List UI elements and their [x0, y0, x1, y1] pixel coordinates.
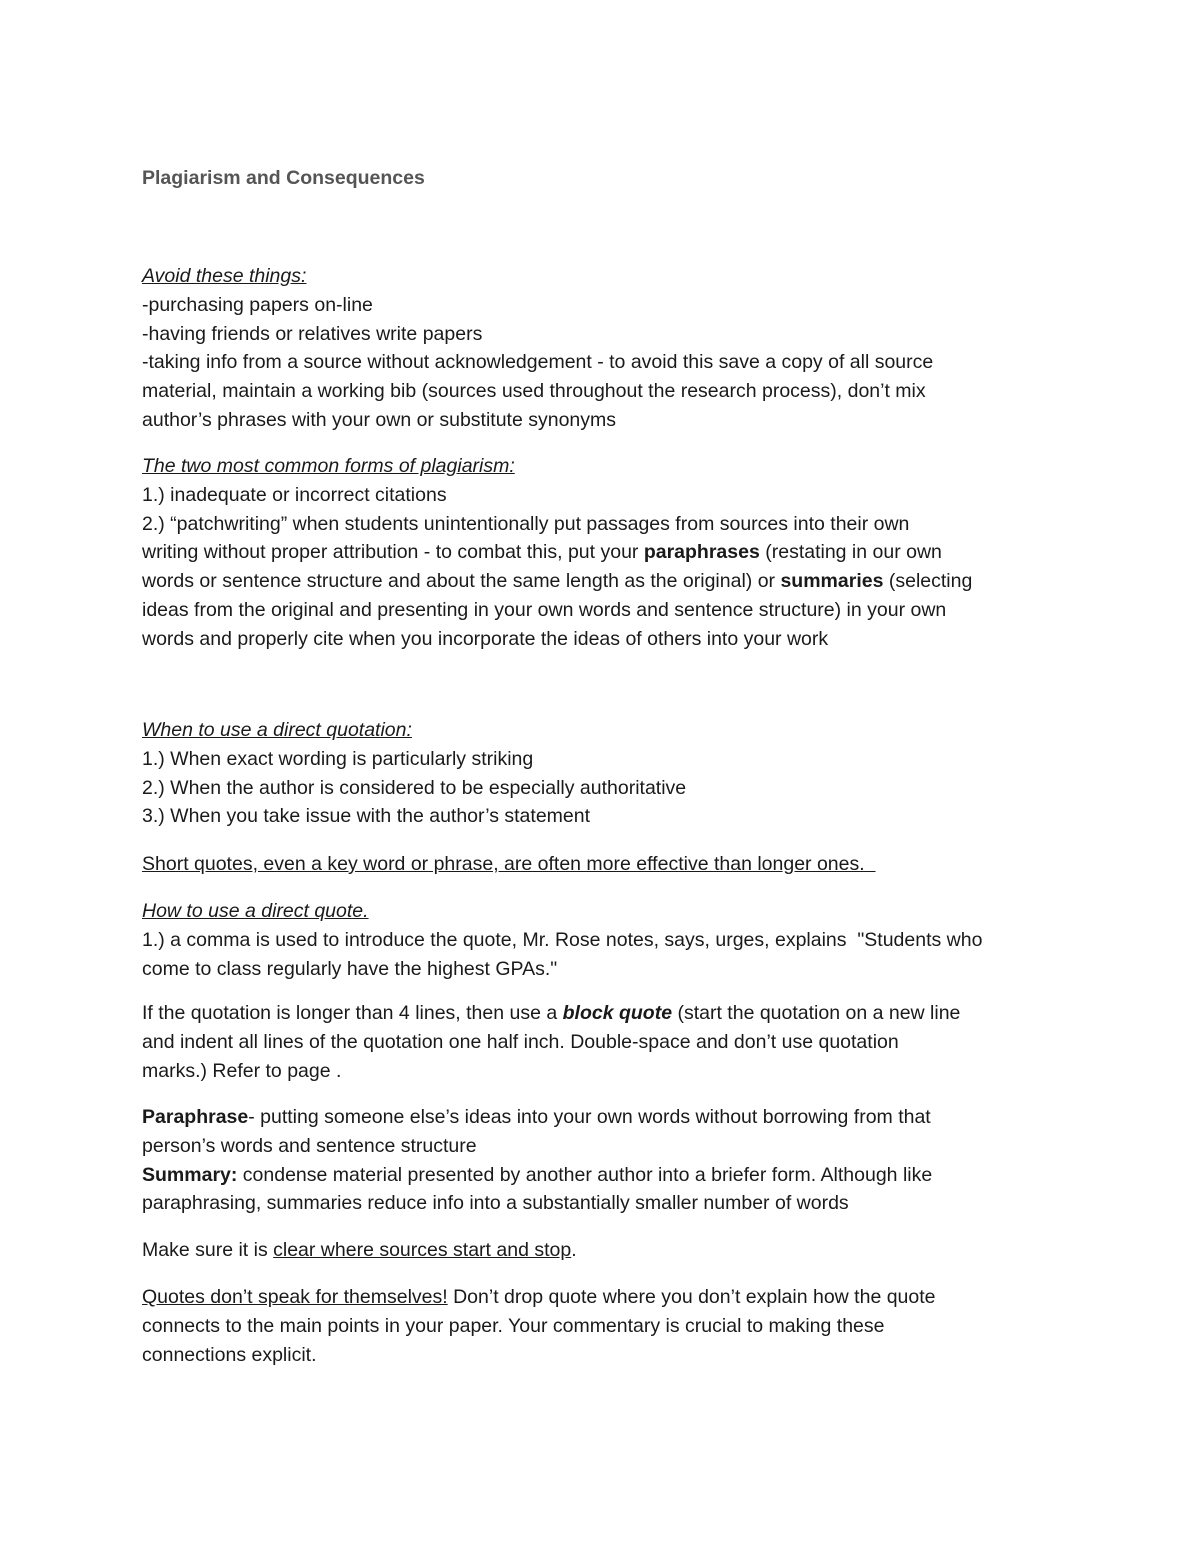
document-title: Plagiarism and Consequences	[142, 167, 425, 189]
block-quote-term: block quote	[562, 1002, 673, 1024]
definitions-section	[142, 1103, 1067, 1218]
how-section	[142, 897, 1067, 983]
forms-item-2-line-2	[142, 538, 1067, 567]
summary-definition-line-1	[142, 1161, 1067, 1190]
short-quotes-section	[142, 850, 1067, 879]
paraphrase-definition-line-2: person’s words and sentence structure	[142, 1134, 477, 1157]
when-heading: When to use a direct quotation:	[142, 719, 412, 741]
avoid-item-1: -purchasing papers on-line	[142, 293, 373, 316]
when-item-1: 1.) When exact wording is particularly striking	[142, 747, 534, 770]
block-quote-line-1	[142, 999, 1067, 1028]
quotes-line-3: connections explicit.	[142, 1343, 317, 1366]
avoid-item-3-line-1: -taking info from a source without acknowledgement - to avoid this save a copy of all source	[142, 351, 934, 374]
avoid-item-2: -having friends or relatives write papers	[142, 322, 483, 345]
how-heading: How to use a direct quote.	[142, 900, 369, 922]
block-quote-line-2: and indent all lines of the quotation one half inch. Double-space and don’t use quotation	[142, 1030, 899, 1053]
avoid-item-3-line-2: material, maintain a working bib (sources used throughout the research process), don’t mix	[142, 380, 926, 403]
avoid-section	[142, 262, 1067, 435]
block-quote-text: (start the quotation on a new line	[672, 1002, 961, 1024]
block-quote-text: If the quotation is longer than 4 lines, then use a	[142, 1002, 563, 1024]
short-quotes-note: Short quotes, even a key word or phrase, are often more effective than longer ones.	[142, 853, 876, 875]
make-sure-text: .	[571, 1239, 577, 1261]
quotes-section	[142, 1283, 1067, 1369]
how-line-2: come to class regularly have the highest GPAs."	[142, 957, 558, 980]
quotes-emphasis: Quotes don’t speak for themselves!	[142, 1286, 448, 1308]
forms-text: (restating in our own	[759, 541, 942, 564]
paraphrase-term: Paraphrase	[142, 1106, 249, 1128]
block-quote-section	[142, 999, 1067, 1085]
how-line-1: 1.) a comma is used to introduce the quote, Mr. Rose notes, says, urges, explains "Students who	[142, 928, 983, 951]
summary-text: condense material presented by another author into a briefer form. Although like	[237, 1163, 933, 1186]
paraphrase-text: - putting someone else’s ideas into your own words without borrowing from that	[248, 1106, 931, 1128]
summaries-term: summaries	[780, 570, 884, 593]
forms-heading: The two most common forms of plagiarism:	[142, 455, 515, 477]
block-quote-line-3: marks.) Refer to page .	[142, 1059, 342, 1082]
summary-term: Summary:	[142, 1163, 238, 1186]
forms-item-1: 1.) inadequate or incorrect citations	[142, 483, 447, 506]
summary-definition-line-2: paraphrasing, summaries reduce info into a substantially smaller number of words	[142, 1192, 849, 1215]
forms-text: words or sentence structure and about the same length as the original) or	[142, 570, 781, 593]
make-sure-text: Make sure it is	[142, 1239, 274, 1261]
quotes-line-1	[142, 1283, 1067, 1312]
forms-text: writing without proper attribution - to combat this, put your	[142, 541, 644, 564]
quotes-line-2: connects to the main points in your paper. Your commentary is crucial to making these	[142, 1314, 885, 1337]
when-item-2: 2.) When the author is considered to be especially authoritative	[142, 776, 687, 799]
avoid-item-3-line-3: author’s phrases with your own or substitute synonyms	[142, 408, 617, 431]
paraphrases-term: paraphrases	[643, 541, 760, 564]
forms-item-2-line-1: 2.) “patchwriting” when students unintentionally put passages from sources into their own	[142, 512, 910, 535]
when-item-3: 3.) When you take issue with the author’s statement	[142, 805, 591, 828]
forms-item-2-line-5: words and properly cite when you incorporate the ideas of others into your work	[142, 627, 829, 650]
forms-section	[142, 452, 1067, 654]
make-sure-emphasis: clear where sources start and stop	[273, 1239, 572, 1261]
avoid-heading: Avoid these things:	[142, 265, 307, 287]
make-sure-section	[142, 1236, 1067, 1265]
forms-item-2-line-4: ideas from the original and presenting in your own words and sentence structure) in your own	[142, 598, 947, 621]
make-sure-line	[142, 1236, 1067, 1265]
paraphrase-definition-line-1	[142, 1103, 1067, 1132]
forms-item-2-line-3	[142, 567, 1067, 596]
quotes-text: Don’t drop quote where you don’t explain how the quote	[447, 1286, 936, 1308]
when-section	[142, 716, 1067, 831]
forms-text: (selecting	[883, 570, 973, 593]
